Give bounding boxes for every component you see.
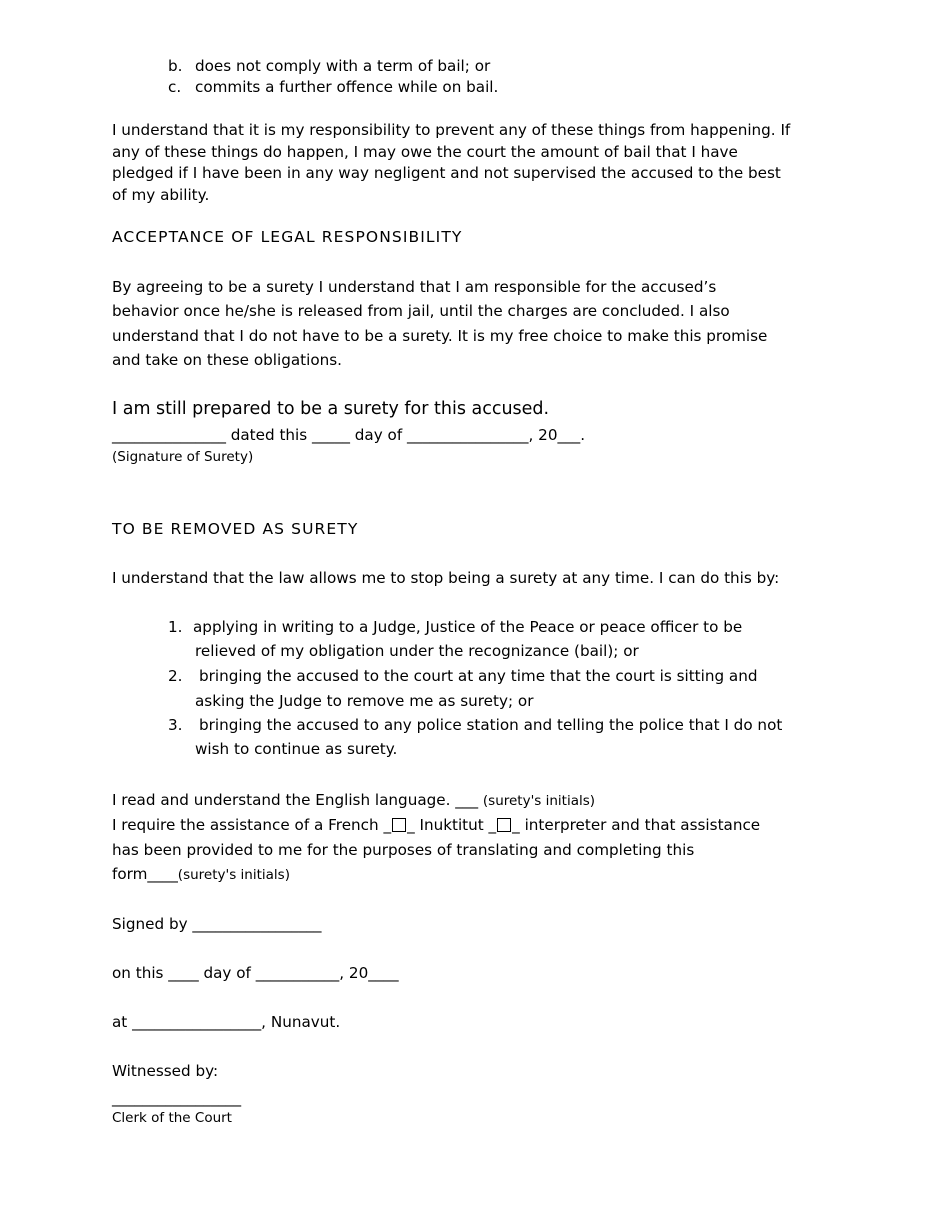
witnessed-by-label: Witnessed by: xyxy=(112,1062,219,1080)
list-item: does not comply with a term of bail; or xyxy=(195,57,491,75)
list-number: 3. xyxy=(168,716,183,734)
interpreter-line xyxy=(112,815,760,835)
english-language-text: I read and understand the English language. ___ xyxy=(112,791,479,809)
paragraph-line: has been provided to me for the purposes of translating and completing this xyxy=(112,841,695,859)
clerk-caption: Clerk of the Court xyxy=(112,1110,232,1126)
form-initials-prefix: form____ xyxy=(112,865,178,883)
list-letter: c. xyxy=(168,78,182,96)
section-heading-acceptance: ACCEPTANCE OF LEGAL RESPONSIBILITY xyxy=(112,228,463,246)
paragraph-line: any of these things do happen, I may owe the court the amount of bail that I have xyxy=(112,142,738,161)
list-item: commits a further offence while on bail. xyxy=(195,78,499,96)
section-heading-removal: TO BE REMOVED AS SURETY xyxy=(112,520,359,538)
inuktitut-checkbox[interactable] xyxy=(497,818,511,832)
list-item: bringing the accused to any police station and telling the police that I do not xyxy=(199,716,783,734)
surety-date-line: _______________ dated this _____ day of ________________, 20___. xyxy=(112,426,586,444)
location-line: at _________________, Nunavut. xyxy=(112,1013,341,1031)
clerk-signature-line: _________________ xyxy=(112,1089,242,1107)
signature-caption: (Signature of Surety) xyxy=(112,449,254,465)
form-initials-line xyxy=(112,864,290,885)
list-item: relieved of my obligation under the recognizance (bail); or xyxy=(195,642,639,660)
list-item: applying in writing to a Judge, Justice of the Peace or peace officer to be xyxy=(193,618,743,636)
list-number: 2. xyxy=(168,667,183,685)
paragraph-line: of my ability. xyxy=(112,185,210,204)
english-language-line xyxy=(112,790,595,811)
list-letter: b. xyxy=(168,57,183,75)
inuktitut-suffix: _ interpreter and that assistance xyxy=(512,816,761,834)
removal-intro: I understand that the law allows me to stop being a surety at any time. I can do this by: xyxy=(112,569,780,587)
list-item: wish to continue as surety. xyxy=(195,740,398,758)
french-checkbox[interactable] xyxy=(392,818,406,832)
surety-statement: I am still prepared to be a surety for this accused. xyxy=(112,399,550,419)
paragraph-line: By agreeing to be a surety I understand that I am responsible for the accused’s xyxy=(112,278,717,296)
initials-note: (surety's initials) xyxy=(177,867,290,883)
paragraph-line: understand that I do not have to be a surety. It is my free choice to make this promise xyxy=(112,327,768,345)
list-item: asking the Judge to remove me as surety; or xyxy=(195,692,534,710)
paragraph-line: I understand that it is my responsibility to prevent any of these things from happening. If xyxy=(112,121,791,139)
paragraph-line: pledged if I have been in any way negligent and not supervised the accused to the best xyxy=(112,164,781,182)
paragraph-line: behavior once he/she is released from jail, until the charges are concluded. I also xyxy=(112,302,730,320)
on-this-line: on this ____ day of ___________, 20____ xyxy=(112,964,399,982)
signed-by-line: Signed by _________________ xyxy=(112,915,322,933)
list-item: bringing the accused to the court at any time that the court is sitting and xyxy=(199,667,758,685)
interpreter-prefix: I require the assistance of a French _ xyxy=(112,816,392,834)
paragraph-line: and take on these obligations. xyxy=(112,351,342,369)
initials-note: (surety's initials) xyxy=(482,793,596,809)
french-suffix: _ Inuktitut _ xyxy=(407,816,497,834)
list-number: 1. xyxy=(168,618,183,636)
